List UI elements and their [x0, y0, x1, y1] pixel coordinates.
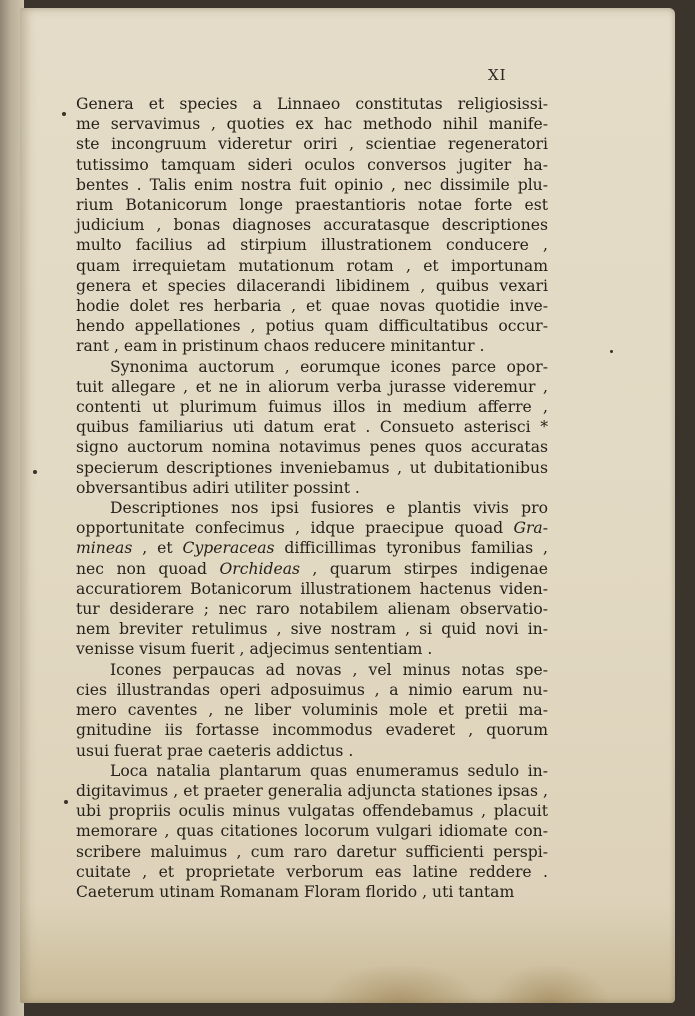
- text-line: hendo appellationes , potius quam difficultatibus occur-: [76, 317, 548, 336]
- text-line: multo facilius ad stirpium illustrationem conducere ,: [76, 236, 548, 255]
- text-line: mero caventes , ne liber voluminis mole et pretii ma-: [76, 701, 548, 720]
- text-line: bentes . Talis enim nostra fuit opinio , nec dissimile plu-: [76, 175, 548, 194]
- text-line: Synonima auctorum , eorumque icones parce opor-: [110, 357, 548, 376]
- text-line: judicium , bonas diagnoses accuratasque descriptiones: [76, 216, 548, 235]
- paragraph: [76, 498, 548, 660]
- paragraph: [76, 357, 548, 498]
- text-line: tutissimo tamquam sideri oculos conversos jugiter ha-: [76, 155, 548, 174]
- text-line: scribere maluimus , cum raro daretur sufficienti perspi-: [76, 842, 548, 861]
- ink-speck: [64, 800, 68, 804]
- text-line: cies illustrandas operi adposuimus , a nimio earum nu-: [76, 680, 548, 699]
- text-line: Caeterum utinam Romanam Floram florido , uti tantam: [76, 882, 515, 901]
- page-stain: [490, 963, 610, 1003]
- text-line: quibus familiarius uti datum erat . Consueto asterisci *: [76, 418, 548, 437]
- text-line: venisse visum fuerit , adjecimus sententiam .: [76, 640, 433, 659]
- text-line: accuratiorem Botanicorum illustrationem hactenus viden-: [76, 579, 548, 598]
- text-line: mineas , et Cyperaceas difficillimas tyronibus familias ,: [76, 539, 548, 558]
- text-line: genera et species dilacerandi libidinem , quibus vexari: [76, 276, 548, 295]
- text-line: quam irrequietam mutationum rotam , et importunam: [76, 256, 548, 275]
- text-line: Genera et species a Linnaeo constitutas religiosissi-: [76, 95, 548, 113]
- text-line: Loca natalia plantarum quas enumeramus sedulo in-: [110, 761, 548, 780]
- paragraph: [76, 761, 548, 902]
- text-line: opportunitate confecimus , idque praecipue quoad Gra-: [76, 519, 548, 538]
- text-line: ubi propriis oculis minus vulgatas offendebamus , placuit: [76, 802, 548, 821]
- text-line: contenti ut plurimum fuimus illos in medium afferre ,: [76, 398, 548, 417]
- body-text: [76, 94, 548, 902]
- text-line: digitavimus , et praeter generalia adjuncta stationes ipsas ,: [76, 781, 548, 800]
- paragraph: [76, 660, 548, 761]
- paragraph: [76, 94, 548, 357]
- text-line: memorare , quas citationes locorum vulgari idiomate con-: [76, 822, 548, 841]
- ink-speck: [62, 112, 66, 116]
- text-line: rant , eam in pristinum chaos reducere minitantur .: [76, 337, 485, 356]
- text-line: tuit allegare , et ne in aliorum verba jurasse videremur ,: [76, 377, 548, 396]
- text-line: Icones perpaucas ad novas , vel minus notas spe-: [110, 660, 548, 679]
- text-line: cuitate , et proprietate verborum eas latine reddere .: [76, 862, 548, 881]
- page-stain: [320, 963, 480, 1003]
- text-line: nec non quoad Orchideas , quarum stirpes indigenae: [76, 559, 549, 578]
- ink-speck: [610, 350, 613, 353]
- text-line: ste incongruum videretur oriri , scientiae regeneratori: [76, 135, 548, 154]
- text-line: hodie dolet res herbaria , et quae novas quotidie inve-: [76, 297, 548, 316]
- text-line: rium Botanicorum longe praestantioris notae forte est: [76, 196, 548, 215]
- text-line: gnitudine iis fortasse incommodus evaderet , quorum: [76, 721, 548, 740]
- text-line: nem breviter retulimus , sive nostram , si quid novi in-: [76, 620, 548, 639]
- text-line: tur desiderare ; nec raro notabilem alienam observatio-: [76, 600, 548, 619]
- text-line: me servavimus , quoties ex hac methodo nihil manife-: [76, 115, 548, 134]
- text-line: signo auctorum nomina notavimus penes quos accuratas: [76, 438, 548, 457]
- text-line: usui fuerat prae caeteris addictus .: [76, 741, 354, 760]
- text-line: obversantibus adiri utiliter possint .: [76, 478, 360, 497]
- ink-speck: [33, 470, 37, 474]
- text-line: Descriptiones nos ipsi fusiores e plantis vivis pro: [110, 499, 548, 518]
- text-line: specierum descriptiones inveniebamus , ut dubitationibus: [76, 458, 548, 477]
- page-number: XI: [488, 66, 507, 84]
